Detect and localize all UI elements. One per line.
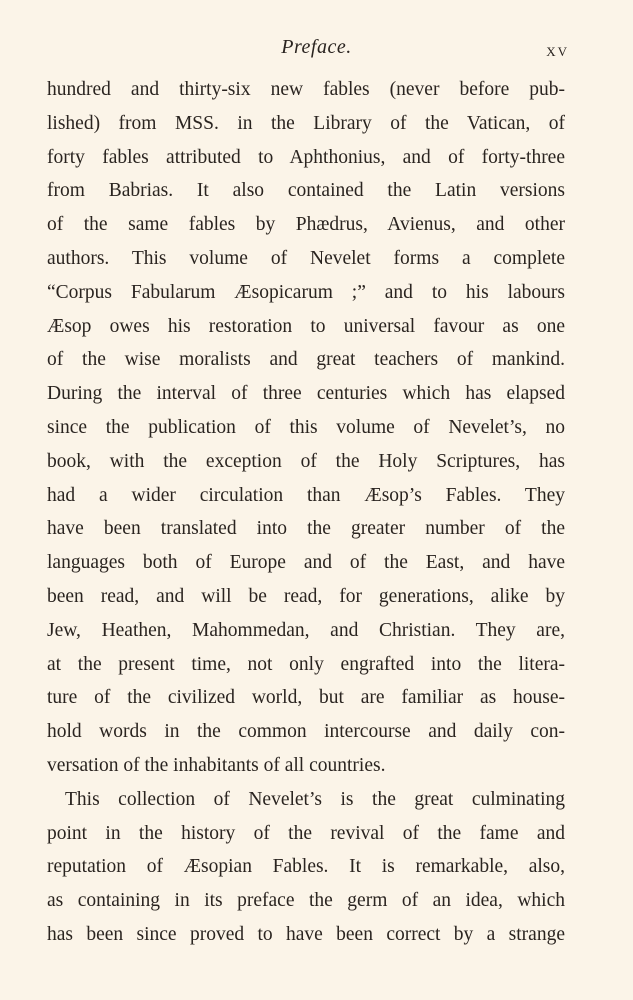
text-line: authors. This volume of Nevelet forms a complete xyxy=(47,247,565,269)
text-line: have been translated into the greater number of the xyxy=(47,518,565,540)
running-title: Preface. xyxy=(281,36,352,58)
text-line: point in the history of the revival of the fame and xyxy=(47,822,565,844)
text-line: lished) from MSS. in the Library of the Vatican, of xyxy=(47,112,565,134)
text-line: languages both of Europe and of the East, and have xyxy=(47,552,565,574)
text-line: since the publication of this volume of Nevelet’s, no xyxy=(47,416,565,438)
text-line: has been since proved to have been correct by a strange xyxy=(47,923,565,945)
text-line: “Corpus Fabularum Æsopicarum ;” and to his labours xyxy=(47,281,565,303)
paragraph xyxy=(47,73,565,783)
text-line: ture of the civilized world, but are familiar as house- xyxy=(47,687,565,709)
text-line: of the wise moralists and great teachers of mankind. xyxy=(47,349,565,371)
text-line: reputation of Æsopian Fables. It is remarkable, also, xyxy=(47,856,565,878)
text-line: of the same fables by Phædrus, Avienus, and other xyxy=(47,214,565,236)
text-line: been read, and will be read, for generations, alike by xyxy=(47,585,565,607)
body-text xyxy=(47,73,565,952)
text-line: at the present time, not only engrafted into the litera- xyxy=(47,653,565,675)
text-line: had a wider circulation than Æsop’s Fables. They xyxy=(47,484,565,506)
page-number: xv xyxy=(546,40,569,60)
text-line: During the interval of three centuries which has elapsed xyxy=(47,383,565,405)
page-header xyxy=(0,36,633,66)
text-line: book, with the exception of the Holy Scriptures, has xyxy=(47,450,565,472)
text-line: This collection of Nevelet’s is the great culminating xyxy=(65,788,565,810)
text-line: forty fables attributed to Aphthonius, and of forty-three xyxy=(47,146,565,168)
paragraph xyxy=(47,783,565,952)
text-line: as containing in its preface the germ of an idea, which xyxy=(47,890,565,912)
text-line: Æsop owes his restoration to universal favour as one xyxy=(47,315,565,337)
text-line: Jew, Heathen, Mahommedan, and Christian. They are, xyxy=(47,619,565,641)
text-line: versation of the inhabitants of all countries. xyxy=(47,754,386,776)
text-line: hold words in the common intercourse and daily con- xyxy=(47,721,565,743)
text-line: from Babrias. It also contained the Latin versions xyxy=(47,180,565,202)
text-line: hundred and thirty-six new fables (never before pub- xyxy=(47,79,565,100)
